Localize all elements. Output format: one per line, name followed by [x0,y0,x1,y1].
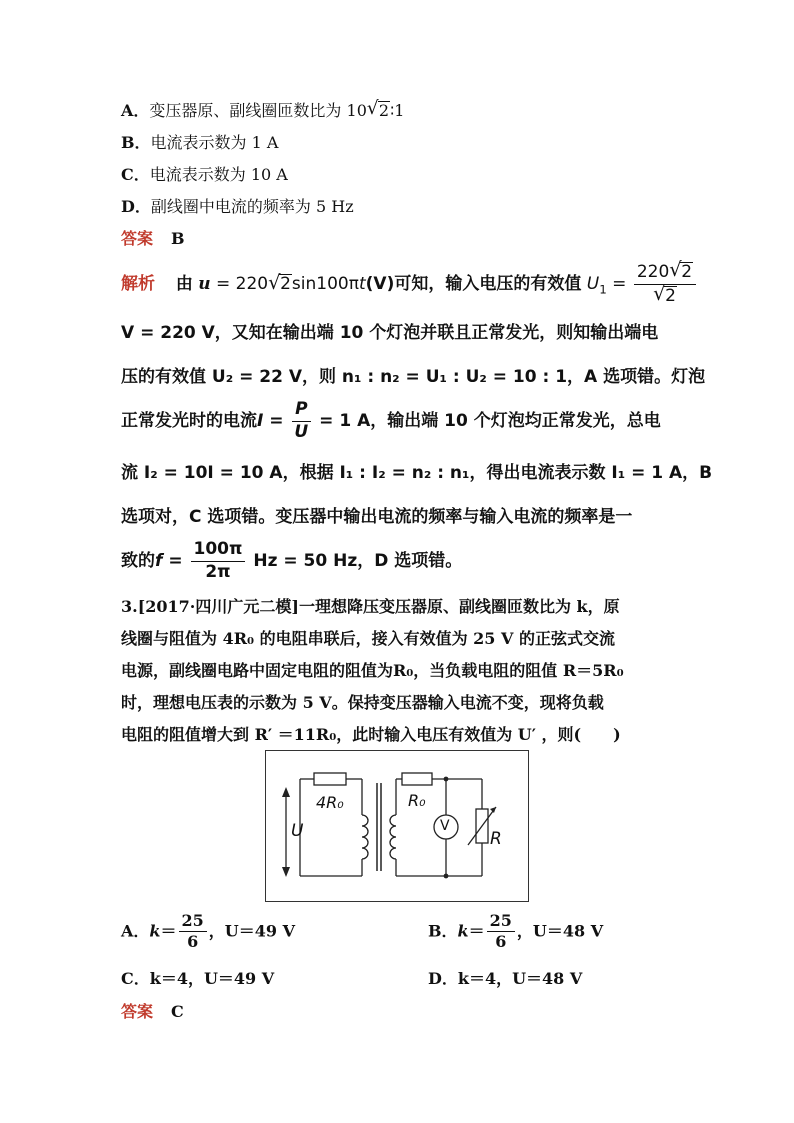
analysis-line-7: 致的f = $\frac{100\pi}{2\pi}$ Hz = 50 Hz，D 选项错。 [121,539,463,582]
question-3-line-5: 电阻的阻值增大到 R′ ＝11R₀，此时输入电压有效值为 U′ ，则( ) [121,725,621,744]
analysis-line-6: 选项对，C 选项错。变压器中输出电流的频率与输入电流的频率是一 [121,507,633,527]
fraction: $\frac{25}{6}$ [487,912,515,952]
q3-option-a: A．k＝ $\frac{25}{6}$ ，U＝49 V [121,911,296,952]
question-3-line-3: 电源，副线圈电路中固定电阻的阻值为R₀，当负载电阻的阻值 R＝5R₀ [121,661,624,680]
resistor-4r0 [314,773,346,785]
question-3-line-4: 时，理想电压表的示数为 5 V。保持变压器输入电流不变，现将负载 [121,693,604,712]
label-v: V [440,818,450,834]
analysis-line-1: 解析 由 u = 220 √ 2sin100πt(V)可知，输入电压的有效值 $U_1$ = 220 √ 2 √ 2 [121,262,698,306]
transformer-circuit-figure [266,751,528,901]
label-r0: R₀ [408,791,426,810]
analysis-line-4: 正常发光时的电流I = $\frac{P}{U}$ = 1 A，输出端 10 个灯泡均正常发光，总电 [121,399,661,442]
answer-label: 答案 [121,1002,154,1021]
answer-value: C [171,1002,184,1021]
fraction: $\frac{P}{U}$ [291,400,311,442]
label-r: R [490,829,502,849]
fraction: 220 √ 2 √ 2 [634,262,696,306]
analysis-line-2: V = 220 V，又知在输出端 10 个灯泡并联且正常发光，则知输出端电 [121,323,659,343]
option-c: C．电流表示数为 10 A [121,165,288,184]
analysis-line-3: 压的有效值 U₂ = 22 V，则 n₁ : n₂ = U₁ : U₂ = 10 : 1，A 选项错。灯泡 [121,367,706,387]
circuit-diagram [265,750,529,902]
analysis-line-5: 流 I₂ = 10I = 10 A，根据 I₁ : I₂ = n₂ : n₁，得出电流表示数 I₁ = 1 A，B [121,463,713,483]
fraction: $\frac{100\pi}{2\pi}$ [191,540,246,582]
primary-coil [362,815,368,859]
fraction: $\frac{25}{6}$ [179,912,207,952]
answer-value: B [171,229,185,248]
answer-line [121,226,185,249]
option-d: D．副线圈中电流的频率为 5 Hz [121,197,354,216]
resistor-r0 [402,773,432,785]
analysis-label: 解析 [121,274,155,295]
option-a: A．变压器原、副线圈匝数比为 10 √ 2∶1 [121,98,405,120]
q3-option-d: D．k＝4，U＝48 V [428,969,583,988]
label-u: U [291,821,304,841]
secondary-coil [390,815,396,859]
answer-label: 答案 [121,229,154,248]
q3-option-b: B．k＝ $\frac{25}{6}$ ，U＝48 V [428,911,604,952]
q3-option-c: C．k＝4，U＝49 V [121,969,275,988]
option-b: B．电流表示数为 1 A [121,133,279,152]
question-3-line-1: 3.[2017·四川广元二模]一理想降压变压器原、副线圈匝数比为 k，原 [121,597,620,616]
label-4r0: 4R₀ [316,793,344,812]
question-3-line-2: 线圈与阻值为 4R₀ 的电阻串联后，接入有效值为 25 V 的正弦式交流 [121,629,615,648]
q3-answer-line [121,999,184,1022]
sqrt-symbol: √ 2 [366,98,390,120]
